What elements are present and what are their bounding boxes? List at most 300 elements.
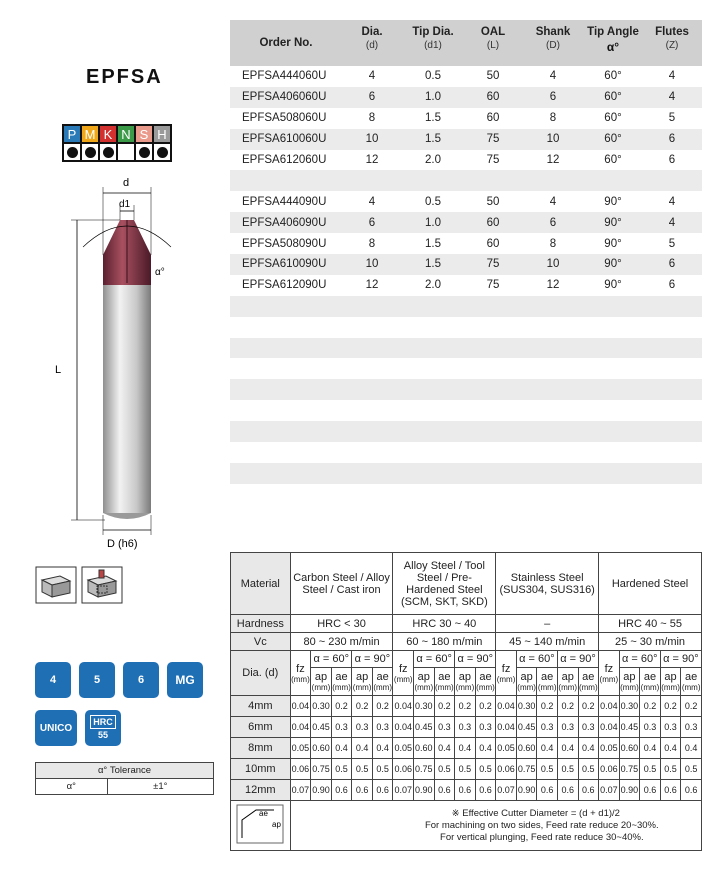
ae-header [331,668,352,696]
order-cell: 6 [342,212,402,233]
order-cell [584,170,642,191]
order-cell: 90° [584,254,642,275]
table-row [231,696,702,717]
order-cell [342,170,402,191]
ap-header [414,668,435,696]
order-cell: 90° [584,212,642,233]
iso-dot-cell [135,143,153,161]
note-line: For vertical plunging, Feed rate reduce 30~40%. [440,831,644,843]
order-cell: EPFSA508060U [242,112,327,125]
ap-header [619,668,640,696]
cut-value: 0.3 [372,717,393,738]
cut-value: 0.2 [475,696,496,717]
ap-header [660,668,681,696]
order-header [342,20,402,66]
cut-value: 0.4 [372,738,393,759]
cut-value: 0.4 [475,738,496,759]
order-cell: 1.5 [402,129,464,150]
fz-label: fz [398,662,408,675]
material-name: Alloy Steel / Tool Steel / Pre-Hardened Steel (SCM, SKT, SKD) [393,553,496,615]
order-cell [642,338,702,359]
cut-value: 0.6 [681,780,702,801]
coating-icons [35,710,121,746]
cut-value: 0.2 [681,696,702,717]
cut-value: 0.4 [352,738,373,759]
table-row [230,129,702,150]
order-cell [402,484,464,505]
order-cell: 60 [464,87,522,108]
order-cell: EPFSA406090U [230,212,342,233]
order-cell [642,317,702,338]
header-label: Shank [535,26,571,38]
flute-6-icon [123,662,159,698]
order-cell: EPFSA612060U [242,154,327,166]
cut-value: 0.5 [331,759,352,780]
order-cell [402,400,464,421]
order-cell [584,338,642,359]
cut-value: 0.6 [557,780,578,801]
header-label: Order No. [259,37,313,49]
product-title: EPFSA [86,66,163,88]
order-cell: 2.0 [425,279,441,292]
ae-header [640,668,661,696]
param-label: ae [376,671,389,683]
table-row [231,615,702,633]
order-cell: 4 [668,70,676,83]
table-row [230,233,702,254]
ae-diagram-label: ae [259,809,269,818]
fz-label: fz [501,662,511,675]
cut-value: 0.75 [619,759,640,780]
order-cell [464,421,522,442]
dot-icon [67,147,78,158]
cut-value: 0.04 [393,717,414,738]
table-row [230,442,702,463]
dia-value: 10mm [231,759,291,780]
iso-letter-m: M [81,125,99,143]
mm-unit: (mm) [558,683,578,692]
cut-value: 0.3 [537,717,558,738]
order-cell [402,317,464,338]
ap-header [311,668,332,696]
alpha-90-header: α = 90° [455,651,496,668]
cut-value: 0.2 [352,696,373,717]
fz-label: fz [296,662,305,675]
order-header [230,20,342,66]
alpha-60-header: α = 60° [414,651,455,668]
header-label: Dia. [361,26,383,38]
flute-6-label: 6 [137,674,145,686]
order-cell [642,463,702,484]
table-row [230,421,702,442]
hardness-label: Hardness [231,615,291,633]
flute-5-label: 5 [93,674,101,686]
order-cell: 90° [604,195,622,208]
order-cell [342,338,402,359]
dim-d1-label: d1 [119,199,131,210]
mm-unit: (mm) [496,674,516,684]
order-cell: 75 [464,254,522,275]
mm-unit: (mm) [620,683,639,692]
mm-unit: (mm) [435,683,454,692]
flute-icons [35,662,203,698]
order-cell: 10 [522,254,584,275]
order-header [522,20,584,66]
order-cell [584,358,642,379]
order-cell: 6 [642,254,702,275]
mm-unit: (mm) [414,683,434,692]
fz-header [496,651,517,696]
header-label: Flutes [655,26,689,38]
cut-value: 0.30 [311,696,332,717]
order-cell: 12 [365,154,379,166]
order-cell: 12 [365,279,379,292]
order-cell: EPFSA444060U [242,70,327,83]
cut-value: 0.06 [393,759,414,780]
ap-diagram-label: ap [272,820,282,829]
cut-value: 0.2 [537,696,558,717]
iso-dot-cell [81,143,99,161]
order-cell [522,358,584,379]
dot-icon [157,147,168,158]
dia-value: 4mm [231,696,291,717]
cut-value: 0.5 [640,759,661,780]
cut-value: 0.45 [619,717,640,738]
order-cell: 4 [368,195,376,208]
iso-dot-cell [117,143,135,161]
order-cell [464,338,522,359]
iso-dot-cell [99,143,117,161]
order-cell [402,358,464,379]
order-cell: 1.5 [425,237,441,250]
cut-value: 0.06 [496,759,517,780]
order-cell [464,400,522,421]
ae-header [578,668,599,696]
order-cell [230,400,342,421]
flute-5-icon [79,662,115,698]
param-label: ae [438,671,451,683]
mm-unit: (mm) [599,674,619,684]
mm-unit: (mm) [311,683,331,692]
cut-value: 0.5 [475,759,496,780]
cut-value: 0.3 [557,717,578,738]
cut-value: 0.60 [414,738,435,759]
dim-L-label: L [55,364,62,376]
param-label: ap [561,671,574,683]
order-cell [464,442,522,463]
mm-unit: (mm) [291,674,310,684]
order-header [642,20,702,66]
table-row [231,801,702,851]
mm-unit: (mm) [476,683,495,692]
dot-icon [139,147,150,158]
cut-value: 0.90 [414,780,435,801]
table-row [230,379,702,400]
cut-value: 0.3 [455,717,476,738]
order-cell [230,421,342,442]
dim-D-label: D (h6) [107,538,138,550]
table-row [230,484,702,505]
dia-label: Dia. (d) [231,651,291,696]
cut-value: 0.2 [640,696,661,717]
order-cell [464,358,522,379]
cut-value: 0.04 [290,696,311,717]
fz-header [599,651,620,696]
ae-header [475,668,496,696]
tolerance-table [35,762,214,795]
cut-value: 0.4 [537,738,558,759]
cut-value: 0.30 [414,696,435,717]
material-name: Hardened Steel [599,553,702,615]
ae-header [537,668,558,696]
order-cell [230,296,342,317]
order-cell [402,379,464,400]
cut-value: 0.90 [311,780,332,801]
order-cell [522,170,584,191]
cut-value: 0.4 [681,738,702,759]
cut-value: 0.2 [557,696,578,717]
mm-unit: (mm) [332,683,351,692]
cut-value: 0.4 [660,738,681,759]
hrc-value: 55 [97,730,108,740]
cut-value: 0.07 [599,780,620,801]
order-cell: 60° [604,70,622,83]
dim-d-label: d [123,177,130,189]
cut-value: 0.4 [331,738,352,759]
order-cell: 5 [668,112,676,125]
cutting-conditions-table [230,552,702,851]
order-cell: 10 [342,254,402,275]
iso-letter-k: K [99,125,117,143]
cut-value: 0.04 [393,696,414,717]
cut-value: 0.3 [681,717,702,738]
table-row [231,553,702,615]
order-cell [402,338,464,359]
mm-unit: (mm) [661,683,680,692]
order-cell: EPFSA610090U [230,254,342,275]
header-label: OAL [480,26,506,38]
material-name: Carbon Steel / Alloy Steel / Cast iron [290,553,393,615]
mm-unit: (mm) [537,683,557,692]
param-label: ap [314,671,328,683]
cut-value: 0.90 [516,780,537,801]
cut-value: 0.5 [578,759,599,780]
table-row [230,296,702,317]
order-cell [230,379,342,400]
order-cell [522,400,584,421]
table-row [230,212,702,233]
order-cell: 6 [342,87,402,108]
table-row [230,400,702,421]
cut-value: 0.6 [372,780,393,801]
order-cell: 90° [604,279,622,292]
mm-unit: (mm) [393,674,413,684]
order-table [230,20,702,505]
mm-unit: (mm) [352,683,372,692]
header-unit: α° [606,40,620,54]
order-cell [642,170,702,191]
order-cell [342,484,402,505]
header-unit: (d) [365,40,379,51]
order-cell: 8 [549,112,557,125]
ae-ap-diagram-icon [234,802,286,846]
hardness-value: HRC 40 ~ 55 [599,615,702,633]
cut-value: 0.2 [578,696,599,717]
cut-value: 0.4 [578,738,599,759]
cut-value: 0.07 [393,780,414,801]
dia-value: 6mm [231,717,291,738]
note-line: ※ Effective Cutter Diameter = (d + d1)/2 [451,807,620,819]
order-cell [402,170,464,191]
param-label: ap [417,671,430,683]
order-cell [584,379,642,400]
order-cell: 1.5 [425,112,441,125]
table-row [231,633,702,651]
table-row [231,717,702,738]
mm-unit: (mm) [578,683,598,692]
order-cell [642,442,702,463]
pocket-milling-icon [81,566,123,604]
material-name: Stainless Steel (SUS304, SUS316) [496,553,599,615]
order-cell [342,379,402,400]
order-cell [230,463,342,484]
param-label: ae [335,671,348,683]
side-milling-icon [35,566,77,604]
order-cell [342,358,402,379]
tool-shank [103,283,151,513]
order-cell [522,296,584,317]
order-cell: 0.5 [425,195,441,208]
mm-unit: (mm) [455,683,475,692]
cut-value: 0.3 [434,717,455,738]
order-cell: 60° [584,129,642,150]
param-label: ae [582,671,595,683]
order-cell: 60° [604,154,622,166]
order-cell: 1.5 [402,254,464,275]
header-unit: (D) [546,40,560,51]
iso-letter-s: S [135,125,153,143]
order-cell: 8 [549,237,557,250]
hrc-icon [85,710,121,746]
cut-value: 0.06 [290,759,311,780]
cut-value: 0.04 [290,717,311,738]
order-cell: 4 [549,70,557,83]
cut-value: 0.60 [619,738,640,759]
tool-shank-end [103,513,151,519]
cut-value: 0.60 [516,738,537,759]
fz-header [290,651,311,696]
order-cell [522,338,584,359]
cut-value: 0.2 [660,696,681,717]
order-cell: EPFSA508090U [242,237,327,250]
order-header [402,20,464,66]
cut-value: 0.4 [434,738,455,759]
order-cell [230,442,342,463]
order-cell [642,296,702,317]
order-cell [464,170,522,191]
order-cell: 60 [464,212,522,233]
mm-unit: (mm) [681,683,701,692]
cut-value: 0.5 [681,759,702,780]
vc-value: 60 ~ 180 m/min [393,633,496,651]
cut-value: 0.2 [372,696,393,717]
ap-header [455,668,476,696]
order-cell: 90° [604,237,622,250]
order-cell: 4 [549,195,557,208]
order-cell [584,442,642,463]
order-cell [642,379,702,400]
order-cell: EPFSA610060U [230,129,342,150]
order-cell: 60 [486,112,500,125]
ae-ap-diagram [231,801,291,851]
table-row [230,358,702,379]
ap-header [352,668,373,696]
fz-header [393,651,414,696]
order-cell [342,400,402,421]
ae-header [681,668,702,696]
iso-letter-n: N [117,125,135,143]
fz-label: fz [604,662,614,675]
notes-cell [290,801,701,851]
order-cell [342,421,402,442]
order-cell [584,317,642,338]
order-cell: 60° [604,112,622,125]
alpha-60-header: α = 60° [311,651,352,668]
order-cell: EPFSA612090U [242,279,327,292]
cut-value: 0.05 [496,738,517,759]
table-row [231,780,702,801]
order-cell: 75 [486,154,500,166]
order-cell: 50 [486,195,500,208]
order-cell: 6 [522,212,584,233]
alpha-60-header: α = 60° [619,651,660,668]
cut-value: 0.5 [352,759,373,780]
unico-icon [35,710,77,746]
order-cell: 4 [642,87,702,108]
order-cell [584,296,642,317]
param-label: ap [458,671,472,683]
order-cell: EPFSA406060U [230,87,342,108]
dia-value: 8mm [231,738,291,759]
mm-unit: (mm) [517,683,536,692]
note-line: For machining on two sides, Feed rate reduce 20~30%. [424,819,659,831]
iso-letter-p: P [63,125,81,143]
order-cell: 2.0 [425,154,441,166]
cut-value: 0.75 [414,759,435,780]
order-cell [642,484,702,505]
cut-value: 0.60 [311,738,332,759]
cut-value: 0.05 [599,738,620,759]
param-label: ae [685,671,698,683]
order-cell: 1.0 [402,212,464,233]
order-cell: 4 [668,195,676,208]
order-cell [464,296,522,317]
vc-value: 25 ~ 30 m/min [599,633,702,651]
cut-value: 0.6 [352,780,373,801]
alpha-60-header: α = 60° [516,651,557,668]
cut-value: 0.30 [516,696,537,717]
hardness-value: – [496,615,599,633]
cut-value: 0.05 [290,738,311,759]
mm-unit: (mm) [373,683,392,692]
order-cell [642,358,702,379]
order-cell [464,317,522,338]
tolerance-value: ±1° [107,779,213,795]
order-cell [464,463,522,484]
cut-value: 0.2 [331,696,352,717]
table-row [231,759,702,780]
order-cell [342,317,402,338]
